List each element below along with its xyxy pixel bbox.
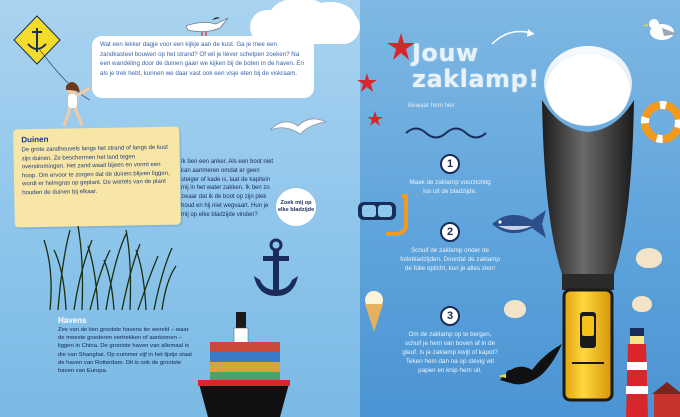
step-number-3: 3 bbox=[440, 306, 460, 326]
anchor-text: Ik ben een anker. Als een boot niet kan aanmeren omdat er geen steiger of kade is, laat de kapitein mij in het water zakken. Ik ben zo zwaar dat ik de boot op zijn plek houd en hij niet wegvaart. Hun je mij op elke bladzijde vinden? bbox=[181, 159, 274, 218]
starfish-icon bbox=[366, 110, 384, 128]
bubble-text: Zoek mij op elke bladzijde bbox=[277, 199, 315, 213]
title-line-1: Jouw bbox=[412, 39, 479, 67]
intro-text: Wat een lekker dagje voor een kijkje aan de kust. Ga je mee een zandkasteel bouwen op het strand? Of wil je liever schelpen zoeken? Na een wandeling door de duinen gaan we kijken bij de boten in de haven. En als je trek hebt, kunnen we daar vast ook een visje eten bij de viskraam. bbox=[100, 41, 304, 77]
anchor-icon[interactable] bbox=[250, 238, 302, 300]
container-ship-illustration bbox=[196, 312, 292, 417]
store-here-label: Bewaar hem hier bbox=[408, 102, 455, 109]
seagull-standing-icon bbox=[640, 14, 680, 48]
intro-text-box bbox=[92, 36, 314, 98]
title-line-2: zaklamp! bbox=[412, 65, 540, 93]
cloud bbox=[305, 2, 355, 32]
duinen-info-note bbox=[13, 127, 181, 228]
havens-text: Zes van de tien grootste havens ter wereld – waar de meeste goederen vertrekken of aankomen – liggen in China. De grootste haven van allemaal is die van Shanghai. Op nummer vijf in het lijstje staat de haven van Rotterdam. Dit is ook de grootste haven van Europa. bbox=[58, 327, 192, 375]
lifebuoy-icon bbox=[640, 100, 680, 144]
diving-mask-icon bbox=[356, 194, 416, 238]
wave-ornament bbox=[404, 124, 488, 142]
flashlight-cutout[interactable] bbox=[536, 40, 640, 412]
duinen-text: De grote zandheuvels langs het strand of langs de kust zijn duinen. Ze beschermen het land tegen overstromingen. Het zand waait bijeen en vormt een hoop. Om ervoor te zorgen dat de duinen blijven liggen, wordt er helmgras op geplant. De wortels van de plant houden de duinen bij elkaar. bbox=[21, 144, 170, 197]
dune-grass-illustration bbox=[40, 220, 180, 310]
ice-cream-icon bbox=[360, 290, 388, 334]
duinen-title: Duinen bbox=[21, 134, 49, 145]
havens-section bbox=[58, 316, 194, 375]
step-3-text: Om de zaklamp op te bergen, schuif je hem van boven af in de gleuf. Is je zaklamp kwijt of kapot? Teken hem dan na op stevig wit papier en knip hem uit. bbox=[402, 331, 498, 374]
step-1-text: Maak de zaklamp voorzichtig los uit de bladzijde. bbox=[409, 179, 491, 195]
havens-title: Havens bbox=[58, 316, 87, 325]
seagull-icon bbox=[268, 112, 328, 142]
step-2-text: Schuif de zaklamp onder de foliebladzijden. Doordat de zaklamp de folie oplicht, kun je alles zien! bbox=[400, 247, 500, 272]
speech-bubble bbox=[276, 188, 316, 226]
girl-illustration bbox=[56, 80, 96, 132]
starfish-icon bbox=[356, 72, 378, 94]
step-number-2: 2 bbox=[440, 222, 460, 242]
arrow-icon bbox=[490, 24, 540, 48]
step-number-1: 1 bbox=[440, 154, 460, 174]
shell-icon bbox=[504, 300, 526, 318]
